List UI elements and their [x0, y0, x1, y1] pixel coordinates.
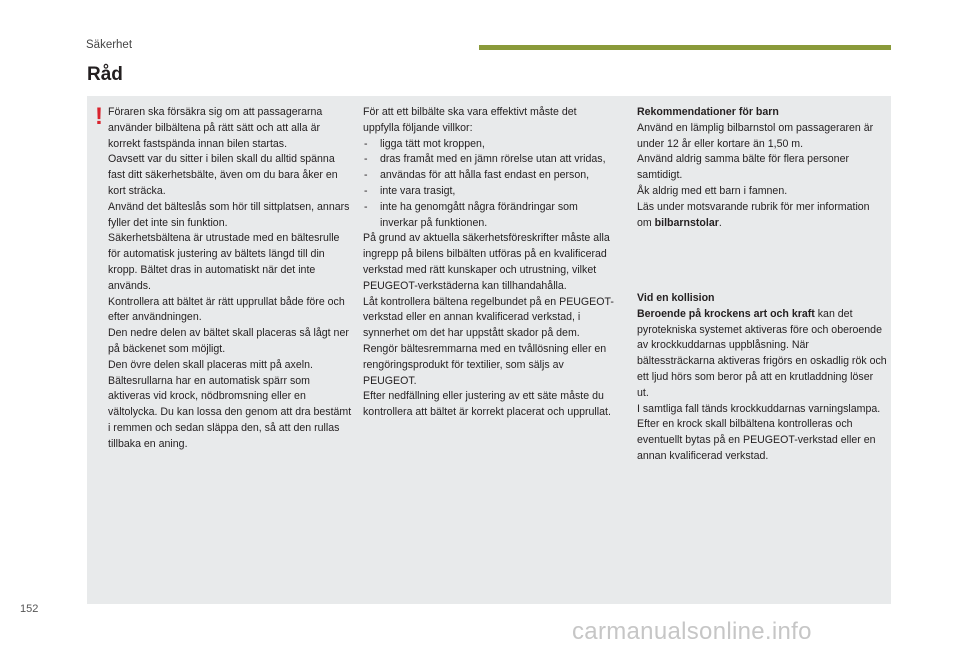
paragraph: Säkerhetsbältena är utrustade med en bältesrulle för automatisk justering av bältets längd till din kropp. Bältet dras in automatiskt när det inte används.	[108, 232, 340, 292]
paragraph: Den övre delen skall placeras mitt på axeln.	[108, 358, 313, 371]
page-number: 152	[20, 603, 39, 615]
column-seatbelt-usage	[108, 105, 354, 453]
page-title: Råd	[87, 64, 123, 85]
column-children	[637, 105, 887, 231]
column-seatbelt-conditions	[363, 105, 615, 421]
children-heading: Rekommendationer för barn	[637, 106, 779, 118]
watermark: carmanualsonline.info	[572, 618, 812, 645]
paragraph: På grund av aktuella säkerhetsföreskrifter måste alla ingrepp på bilens bilbälten utföras på en kvalificerad verkstad med rätt kunskaper och utrustning, vilket PEUGEOT-verkstäderna kan tillhandahålla.	[363, 232, 610, 292]
section-label: Säkerhet	[86, 39, 133, 51]
collision-heading: Vid en kollision	[637, 292, 715, 304]
list-item: - inte vara trasigt,	[363, 184, 615, 200]
paragraph: Efter nedfällning eller justering av ett säte måste du kontrollera att bältet är korrekt placerat och upprullat.	[363, 390, 611, 419]
paragraph: Efter en krock skall bilbältena kontrolleras och eventuellt bytas på en PEUGEOT-verkstad eller en annan kvalificerad verkstad.	[637, 418, 876, 462]
list-item: - ligga tätt mot kroppen,	[363, 137, 615, 153]
warning-icon: !	[95, 103, 103, 130]
reference-suffix: .	[718, 216, 722, 229]
paragraph: Föraren ska försäkra sig om att passagerarna använder bilbältena på rätt sätt och att alla är korrekt fastspända innan bilen startas.	[108, 106, 323, 150]
paragraph: Rengör bältesremmarna med en tvållösning eller en rengöringsprodukt för textilier, som säljs av PEUGEOT.	[363, 342, 607, 387]
reference-text: Läs under motsvarande rubrik för mer information om	[637, 200, 870, 229]
paragraph: Använd aldrig samma bälte för flera personer samtidigt.	[637, 153, 849, 182]
paragraph: I samtliga fall tänds krockkuddarnas varningslampa.	[637, 402, 881, 415]
list-item: - användas för att hålla fast endast en person,	[363, 168, 615, 184]
conditions-intro: För att ett bilbälte ska vara effektivt måste det uppfylla följande villkor:	[363, 106, 577, 134]
paragraph: Använd det bälteslås som hör till sittplatsen, annars fyller det inte sin funktion.	[108, 200, 350, 229]
header-accent-bar	[479, 45, 891, 50]
list-item: - dras framåt med en jämn rörelse utan att vridas,	[363, 152, 615, 168]
paragraph: Bältesrullarna har en automatisk spärr som aktiveras vid krock, nödbromsning eller en vältolycka. Du kan lossa den genom att dra bestämt i remmen och sedan släppa den, så att den rullas tillbaka en aning.	[108, 374, 352, 450]
collision-lead-rest: kan det pyrotekniska systemet aktiveras före och oberoende av krockkuddarnas uppblåsning. När bältessträckarna aktiveras frigörs en oskadlig rök och ett ljud hörs som beror på att en krutladdning löser ut.	[637, 307, 887, 399]
paragraph: Oavsett var du sitter i bilen skall du alltid spänna fast ditt säkerhetsbälte, även om du bara åker en kort sträcka.	[108, 153, 338, 197]
paragraph: Låt kontrollera bältena regelbundet på en PEUGEOT-verkstad eller en annan kvalificerad verkstad, i synnerhet om det har uppstått skador på dem.	[363, 295, 614, 340]
list-item: - inte ha genomgått några förändringar som inverkar på funktionen.	[363, 200, 615, 232]
reference-link-text: bilbarnstolar	[654, 216, 719, 229]
paragraph: Åk aldrig med ett barn i famnen.	[637, 184, 788, 197]
collision-lead	[637, 307, 887, 402]
paragraph: Den nedre delen av bältet skall placeras så lågt ner på bäckenet som möjligt.	[108, 327, 349, 355]
column-collision	[637, 291, 887, 465]
collision-lead-bold: Beroende på krockens art och kraft	[637, 307, 815, 320]
paragraph: Kontrollera att bältet är rätt upprullat både före och efter användningen.	[108, 295, 345, 324]
conditions-list	[363, 137, 615, 232]
paragraph: Använd en lämplig bilbarnstol om passageraren är under 12 år eller kortare än 1,50 m.	[637, 121, 874, 150]
reference-paragraph	[637, 200, 887, 232]
